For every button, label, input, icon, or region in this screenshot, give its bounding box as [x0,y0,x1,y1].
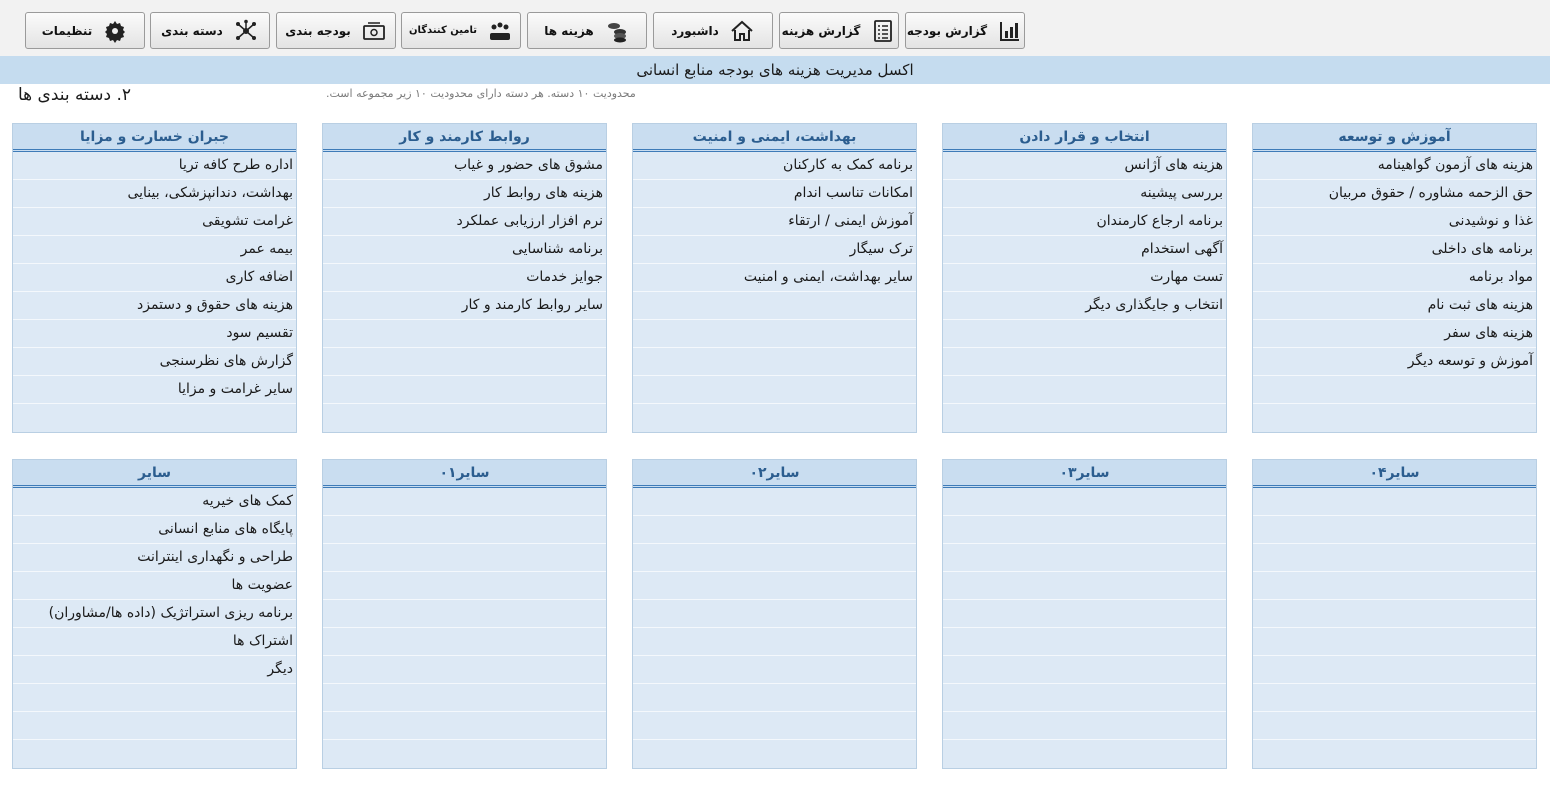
category-item-cell[interactable]: ترک سیگار [633,236,916,264]
category-item-cell[interactable] [323,376,606,404]
category-item-cell[interactable] [633,656,916,684]
bar-chart-icon [997,18,1023,44]
category-header[interactable]: سایر [13,460,296,488]
category-item-cell[interactable] [943,740,1226,768]
expenses-label: هزینه ها [544,23,594,38]
category-item-cell[interactable] [943,684,1226,712]
categories-button[interactable] [150,12,270,49]
budget-report-label: گزارش بودجه [906,23,988,38]
category-item-cell[interactable] [633,404,916,432]
category-item-cell[interactable] [1253,488,1536,516]
category-item-cell[interactable]: هزینه های روابط کار [323,180,606,208]
category-item-cell[interactable] [943,516,1226,544]
category-item-cell[interactable]: طراحی و نگهداری اینترانت [13,544,296,572]
category-item-cell[interactable]: انتخاب و جایگذاری دیگر [943,292,1226,320]
category-item-cell[interactable] [943,376,1226,404]
section-title: ۲. دسته بندی ها [18,85,132,105]
category-item-cell[interactable] [633,320,916,348]
dashboard-button[interactable] [653,12,773,49]
category-item-cell[interactable] [323,684,606,712]
category-item-cell[interactable] [943,656,1226,684]
category-table [1252,459,1537,769]
category-item-cell[interactable] [943,320,1226,348]
category-item-cell[interactable] [1253,628,1536,656]
category-item-cell[interactable] [1253,376,1536,404]
category-item-cell[interactable]: برنامه های داخلی [1253,236,1536,264]
category-item-cell[interactable] [1253,516,1536,544]
coins-icon [604,18,630,44]
category-item-cell[interactable] [633,516,916,544]
budgeting-label: بودجه بندی [285,23,351,38]
category-header[interactable]: انتخاب و قرار دادن [943,124,1226,152]
category-item-cell[interactable]: مشوق های حضور و غیاب [323,152,606,180]
category-table [12,459,297,769]
category-item-cell[interactable]: تست مهارت [943,264,1226,292]
category-item-cell[interactable] [943,348,1226,376]
category-item-cell[interactable] [13,740,296,768]
budget-report-button[interactable] [905,12,1025,49]
category-item-cell[interactable] [323,516,606,544]
category-item-cell[interactable]: غذا و نوشیدنی [1253,208,1536,236]
category-item-cell[interactable]: هزینه های ثبت نام [1253,292,1536,320]
expense-report-button[interactable] [779,12,899,49]
category-item-cell[interactable]: اضافه کاری [13,264,296,292]
category-item-cell[interactable]: آموزش ایمنی / ارتقاء [633,208,916,236]
category-item-cell[interactable] [633,628,916,656]
category-item-cell[interactable]: جوایز خدمات [323,264,606,292]
category-item-cell[interactable] [633,712,916,740]
category-table [942,123,1227,433]
category-item-cell[interactable]: عضویت ها [13,572,296,600]
category-item-cell[interactable]: سایر غرامت و مزایا [13,376,296,404]
people-icon [487,18,513,44]
suppliers-label: تامین کنندگان [408,25,478,36]
suppliers-button[interactable] [401,12,521,49]
category-item-cell[interactable] [943,600,1226,628]
money-icon [361,18,387,44]
category-header[interactable]: سایر۰۲ [633,460,916,488]
category-item-cell[interactable] [633,376,916,404]
category-header[interactable]: سایر۰۴ [1253,460,1536,488]
home-icon [729,18,755,44]
category-item-cell[interactable]: اشتراک ها [13,628,296,656]
expenses-button[interactable] [527,12,647,49]
category-table [322,459,607,769]
category-item-cell[interactable] [633,684,916,712]
category-item-cell[interactable] [13,712,296,740]
category-item-cell[interactable] [1253,712,1536,740]
category-item-cell[interactable]: غرامت تشویقی [13,208,296,236]
category-item-cell[interactable] [323,488,606,516]
category-item-cell[interactable]: سایر بهداشت، ایمنی و امنیت [633,264,916,292]
category-item-cell[interactable] [1253,600,1536,628]
category-item-cell[interactable] [633,348,916,376]
category-item-cell[interactable] [943,488,1226,516]
category-item-cell[interactable]: دیگر [13,656,296,684]
category-item-cell[interactable] [633,488,916,516]
category-header[interactable]: آموزش و توسعه [1253,124,1536,152]
category-item-cell[interactable]: هزینه های آزمون گواهینامه [1253,152,1536,180]
category-header[interactable]: بهداشت، ایمنی و امنیت [633,124,916,152]
ribbon-toolbar [0,0,1550,56]
settings-button[interactable] [25,12,145,49]
category-item-cell[interactable] [323,404,606,432]
category-header[interactable]: سایر۰۳ [943,460,1226,488]
category-item-cell[interactable]: مواد برنامه [1253,264,1536,292]
category-header[interactable]: جبران خسارت و مزایا [13,124,296,152]
category-item-cell[interactable] [1253,740,1536,768]
category-item-cell[interactable] [943,404,1226,432]
category-item-cell[interactable]: بررسی پیشینه [943,180,1226,208]
budgeting-button[interactable] [276,12,396,49]
category-table [12,123,297,433]
category-table [632,123,917,433]
category-item-cell[interactable]: برنامه ارجاع کارمندان [943,208,1226,236]
category-item-cell[interactable]: برنامه شناسایی [323,236,606,264]
category-item-cell[interactable] [323,740,606,768]
gear-icon [102,18,128,44]
category-table [1252,123,1537,433]
category-item-cell[interactable]: برنامه کمک به کارکنان [633,152,916,180]
category-item-cell[interactable] [1253,684,1536,712]
category-item-cell[interactable] [633,740,916,768]
category-item-cell[interactable] [323,628,606,656]
category-item-cell[interactable] [323,544,606,572]
category-item-cell[interactable] [633,292,916,320]
category-item-cell[interactable]: هزینه های حقوق و دستمزد [13,292,296,320]
report-list-icon [870,18,896,44]
category-item-cell[interactable]: امکانات تناسب اندام [633,180,916,208]
category-item-cell[interactable]: اداره طرح کافه تریا [13,152,296,180]
category-item-cell[interactable] [1253,572,1536,600]
category-item-cell[interactable] [1253,544,1536,572]
page-title: اکسل مدیریت هزینه های بودجه منابع انسانی [0,56,1550,84]
category-item-cell[interactable]: هزینه های سفر [1253,320,1536,348]
category-item-cell[interactable] [1253,404,1536,432]
limit-note: محدودیت ۱۰ دسته. هر دسته دارای محدودیت ۱۰ زیر مجموعه است. [326,87,636,100]
category-item-cell[interactable] [943,544,1226,572]
category-item-cell[interactable] [323,712,606,740]
category-item-cell[interactable]: نرم افزار ارزیابی عملکرد [323,208,606,236]
category-item-cell[interactable]: بهداشت، دندانپزشکی، بینایی [13,180,296,208]
category-item-cell[interactable] [1253,656,1536,684]
category-item-cell[interactable] [633,572,916,600]
category-item-cell[interactable] [323,320,606,348]
category-item-cell[interactable] [323,600,606,628]
category-item-cell[interactable]: پایگاه های منابع انسانی [13,516,296,544]
dashboard-label: داشبورد [671,23,719,38]
category-item-cell[interactable]: آگهی استخدام [943,236,1226,264]
category-item-cell[interactable] [633,600,916,628]
category-item-cell[interactable] [633,544,916,572]
category-item-cell[interactable] [323,656,606,684]
category-item-cell[interactable]: کمک های خیریه [13,488,296,516]
category-item-cell[interactable] [943,572,1226,600]
category-item-cell[interactable]: برنامه ریزی استراتژیک (داده ها/مشاوران) [13,600,296,628]
category-header[interactable]: روابط کارمند و کار [323,124,606,152]
category-item-cell[interactable]: تقسیم سود [13,320,296,348]
category-item-cell[interactable]: آموزش و توسعه دیگر [1253,348,1536,376]
categories-label: دسته بندی [161,23,223,38]
settings-label: تنظیمات [41,23,93,38]
expense-report-label: گزارش هزینه [781,23,861,38]
category-item-cell[interactable] [13,684,296,712]
network-icon [233,18,259,44]
category-item-cell[interactable]: بیمه عمر [13,236,296,264]
category-item-cell[interactable]: گزارش های نظرسنجی [13,348,296,376]
category-item-cell[interactable]: هزینه های آژانس [943,152,1226,180]
category-item-cell[interactable] [323,572,606,600]
category-table [942,459,1227,769]
category-item-cell[interactable]: سایر روابط کارمند و کار [323,292,606,320]
category-item-cell[interactable] [943,628,1226,656]
category-item-cell[interactable] [13,404,296,432]
category-table [322,123,607,433]
category-item-cell[interactable] [943,712,1226,740]
category-header[interactable]: سایر۰۱ [323,460,606,488]
category-item-cell[interactable] [323,348,606,376]
category-table [632,459,917,769]
category-item-cell[interactable]: حق الزحمه مشاوره / حقوق مربیان [1253,180,1536,208]
